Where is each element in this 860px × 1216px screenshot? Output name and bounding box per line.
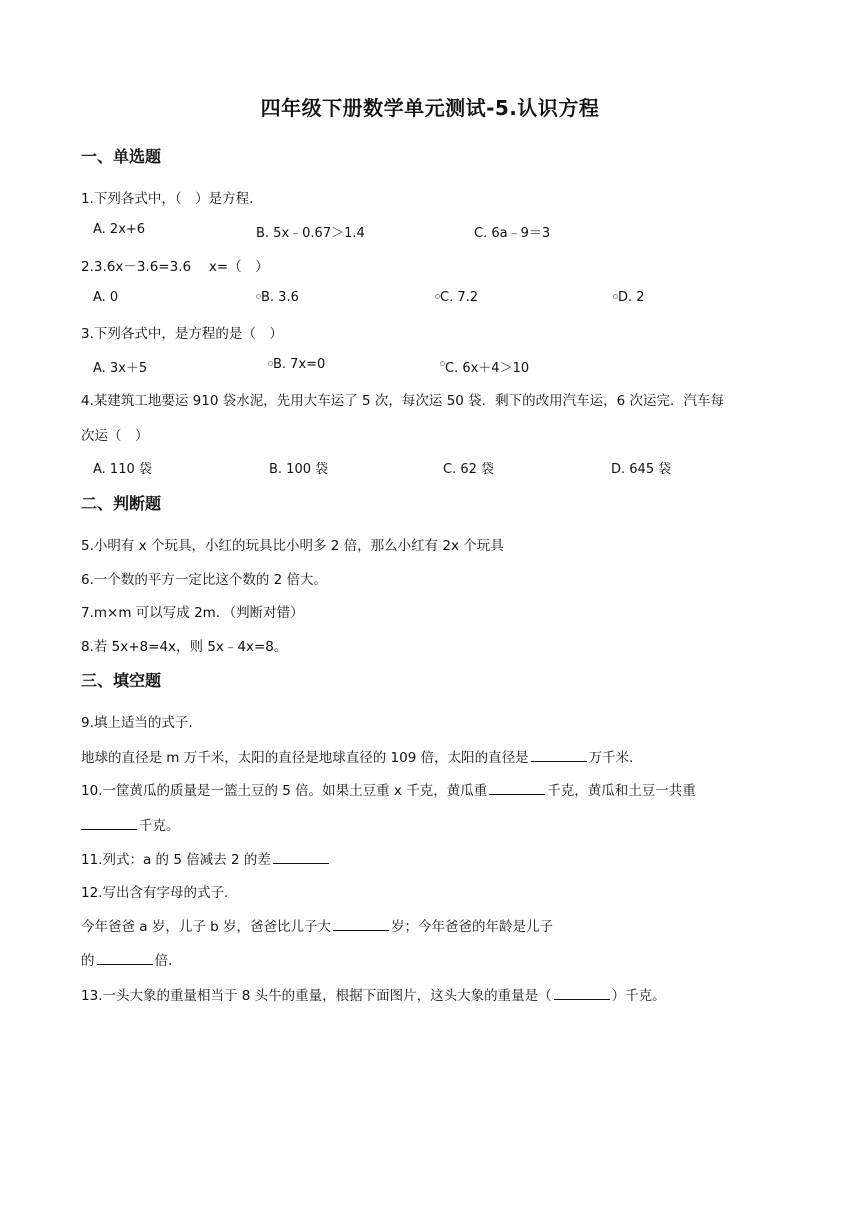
section-heading-single-choice: 一、单选题 <box>81 147 162 166</box>
question-13 <box>81 984 666 1004</box>
question-3-option-a: A. 3x＋5 <box>93 361 148 376</box>
question-12-part-4: 倍. <box>154 953 173 969</box>
question-10-part-2: 千克，黄瓜和土豆一共重 <box>547 783 696 799</box>
question-1-option-b: B. 5x﹣0.67＞1.4 <box>256 226 365 241</box>
question-2-option-a: A. 0 <box>93 290 119 305</box>
question-4-option-b: B. 100 袋 <box>269 462 329 477</box>
question-4-stem-line-1: 4.某建筑工地要运 910 袋水泥，先用大车运了 5 次，每次运 50 袋．剩下的改用汽车运，6 次运完．汽车每 <box>81 393 725 409</box>
answer-blank[interactable] <box>531 749 587 762</box>
question-1-option-a: A. 2x+6 <box>93 222 146 237</box>
question-12-part-1: 今年爸爸 a 岁，儿子 b 岁，爸爸比儿子大 <box>81 919 332 935</box>
question-3-stem: 3.下列各式中，是方程的是（ ） <box>81 326 283 342</box>
question-13-part-2: ）千克。 <box>611 988 666 1004</box>
question-12-line-1 <box>81 915 553 935</box>
question-9-text-part-1: 地球的直径是 m 万千米，太阳的直径是地球直径的 109 倍，太阳的直径是 <box>81 750 529 766</box>
question-12-stem: 12.写出含有字母的式子. <box>81 885 229 901</box>
question-10-part-3: 千克。 <box>139 818 180 834</box>
question-1-stem: 1.下列各式中，（ ）是方程. <box>81 191 254 207</box>
section-heading-true-false: 二、判断题 <box>81 494 162 513</box>
question-1-option-c: C. 6a﹣9＝3 <box>474 226 551 241</box>
question-8: 8.若 5x+8=4x，则 5x﹣4x=8。 <box>81 639 288 655</box>
question-12-part-3: 的 <box>81 953 95 969</box>
question-5: 5.小明有 x 个玩具，小红的玩具比小明多 2 倍，那么小红有 2x 个玩具 <box>81 538 504 554</box>
question-2-stem: 2.3.6x－3.6=3.6 x=（ ） <box>81 259 269 275</box>
answer-blank[interactable] <box>273 851 329 864</box>
question-3-option-b: B. 7x=0 <box>273 357 326 372</box>
answer-blank[interactable] <box>81 817 137 830</box>
answer-blank[interactable] <box>554 987 610 1000</box>
question-3-option-c: C. 6x＋4＞10 <box>445 361 530 376</box>
question-4-stem-line-2: 次运（ ） <box>81 428 149 444</box>
answer-blank[interactable] <box>97 952 153 965</box>
question-9-text-part-2: 万千米. <box>588 750 634 766</box>
answer-blank[interactable] <box>333 918 389 931</box>
page-title: 四年级下册数学单元测试-5.认识方程 <box>260 96 600 120</box>
question-13-part-1: 13.一头大象的重量相当于 8 头牛的重量，根据下面图片，这头大象的重量是（ <box>81 988 552 1004</box>
question-9-stem: 9.填上适当的式子. <box>81 715 193 731</box>
question-4-option-c: C. 62 袋 <box>443 462 495 477</box>
question-2-option-b: B. 3.6 <box>261 290 299 305</box>
question-10-line-2 <box>81 814 180 834</box>
question-2-option-c: C. 7.2 <box>440 290 479 305</box>
question-10-line-1 <box>81 779 696 799</box>
question-12-part-2: 岁；今年爸爸的年龄是儿子 <box>391 919 554 935</box>
question-2-option-d: D. 2 <box>618 290 645 305</box>
section-heading-fill-blank: 三、填空题 <box>81 671 162 690</box>
question-11 <box>81 848 331 868</box>
question-4-option-a: A. 110 袋 <box>93 462 152 477</box>
question-7: 7.m×m 可以写成 2m．（判断对错） <box>81 605 304 621</box>
question-11-text: 11.列式：a 的 5 倍减去 2 的差 <box>81 852 271 868</box>
answer-blank[interactable] <box>489 782 545 795</box>
question-9-text <box>81 746 633 766</box>
question-4-option-d: D. 645 袋 <box>611 462 672 477</box>
question-10-part-1: 10.一筐黄瓜的质量是一篮土豆的 5 倍。如果土豆重 x 千克，黄瓜重 <box>81 783 488 799</box>
question-6: 6.一个数的平方一定比这个数的 2 倍大。 <box>81 572 328 588</box>
question-12-line-2 <box>81 949 172 969</box>
